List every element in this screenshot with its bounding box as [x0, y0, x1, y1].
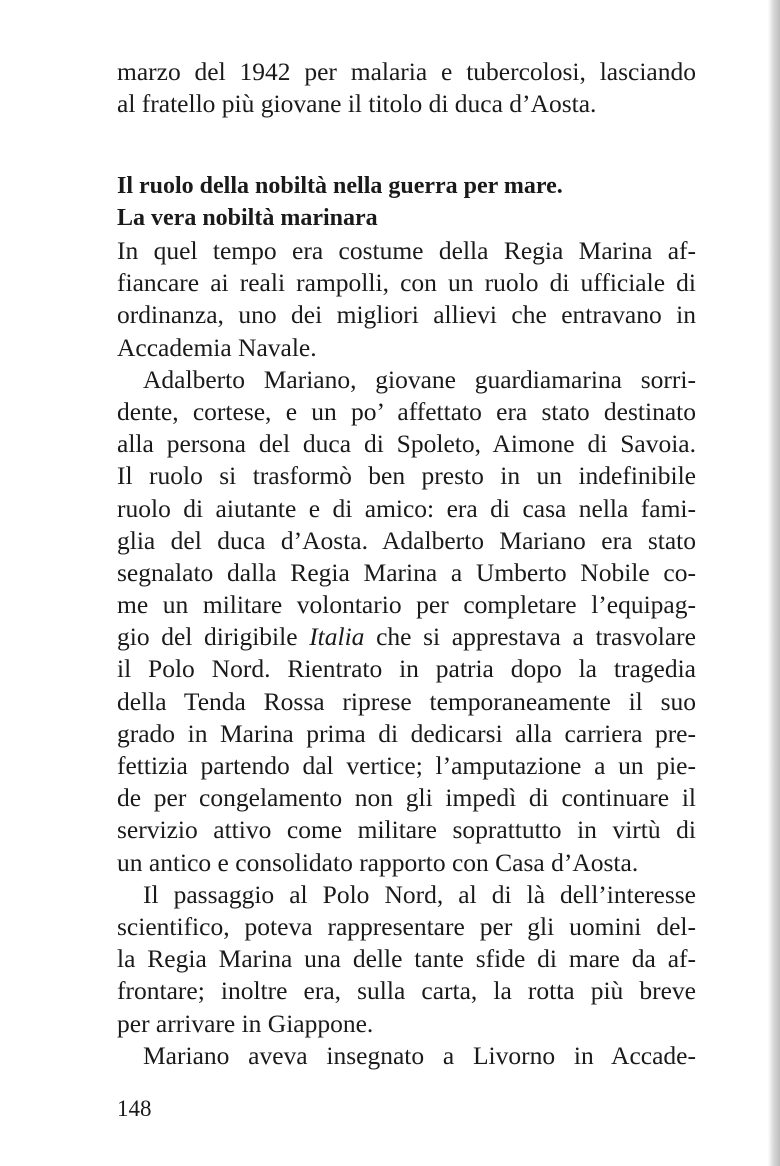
text-line: al fratello più giovane il titolo di duca d’Aosta. [117, 89, 597, 119]
text-line: servizio attivo come militare soprattutto in virtù di [117, 815, 696, 845]
text-line: fettizia partendo dal vertice; l’amputazione a un pie- [117, 751, 696, 780]
text-line: glia del duca d’Aosta. Adalberto Mariano era stato [117, 525, 696, 555]
text-line: frontare; inoltre era, sulla carta, la rotta più breve [117, 976, 696, 1006]
page-number: 148 [117, 1096, 152, 1121]
text-line: Adalberto Mariano, giovane guardiamarina sorri- [143, 364, 696, 394]
text-line: Mariano aveva insegnato a Livorno in Accade- [143, 1040, 696, 1070]
text-line: per arrivare in Giappone. [117, 1008, 374, 1038]
heading-line: Il ruolo della nobiltà nella guerra per mare. [117, 173, 563, 199]
italic-title: Italia [309, 622, 365, 652]
body-text [117, 235, 696, 1072]
text-segment: gio del dirigibile [117, 622, 310, 652]
text-line: della Tenda Rossa riprese temporaneamente il suo [117, 686, 696, 716]
page-edge-shadow [768, 0, 780, 1166]
intro-paragraph [117, 56, 696, 120]
text-line: il Polo Nord. Rientrato in patria dopo la tragedia [117, 654, 696, 684]
text-line: scientifico, poteva rappresentare per gli uomini del- [117, 911, 696, 941]
text-line: marzo del 1942 per malaria e tubercolosi, lasciando [117, 57, 696, 86]
section-heading [117, 170, 696, 234]
text-line: segnalato dalla Regia Marina a Umberto Nobile co- [117, 557, 696, 587]
text-line: Accademia Navale. [117, 332, 317, 362]
text-line: Il passaggio al Polo Nord, al di là dell’interesse [143, 879, 696, 909]
text-segment: che si apprestava a trasvolare [364, 622, 696, 652]
text-line: In quel tempo era costume della Regia Marina af- [117, 236, 696, 265]
text-line: un antico e consolidato rapporto con Casa d’Aosta. [117, 847, 639, 877]
text-line: fiancare ai reali rampolli, con un ruolo di ufficiale di [117, 268, 696, 298]
text-line: ruolo di aiutante e di amico: era di casa nella fami- [117, 493, 696, 523]
text-line [117, 621, 696, 653]
heading-line: La vera nobiltà marinara [117, 205, 378, 232]
text-line: dente, cortese, e un po’ affettato era stato destinato [117, 396, 696, 426]
text-line: alla persona del duca di Spoleto, Aimone di Savoia. [117, 429, 696, 459]
text-line: la Regia Marina una delle tante sfide di mare da af- [117, 944, 696, 974]
text-line: me un militare volontario per completare l’equipag- [117, 590, 696, 620]
text-line: grado in Marina prima di dedicarsi alla carriera pre- [117, 718, 696, 748]
text-line: Il ruolo si trasformò ben presto in un indefinibile [117, 461, 696, 491]
text-line: ordinanza, uno dei migliori allievi che entravano in [117, 300, 696, 330]
text-line: de per congelamento non gli impedì di continuare il [117, 783, 696, 813]
